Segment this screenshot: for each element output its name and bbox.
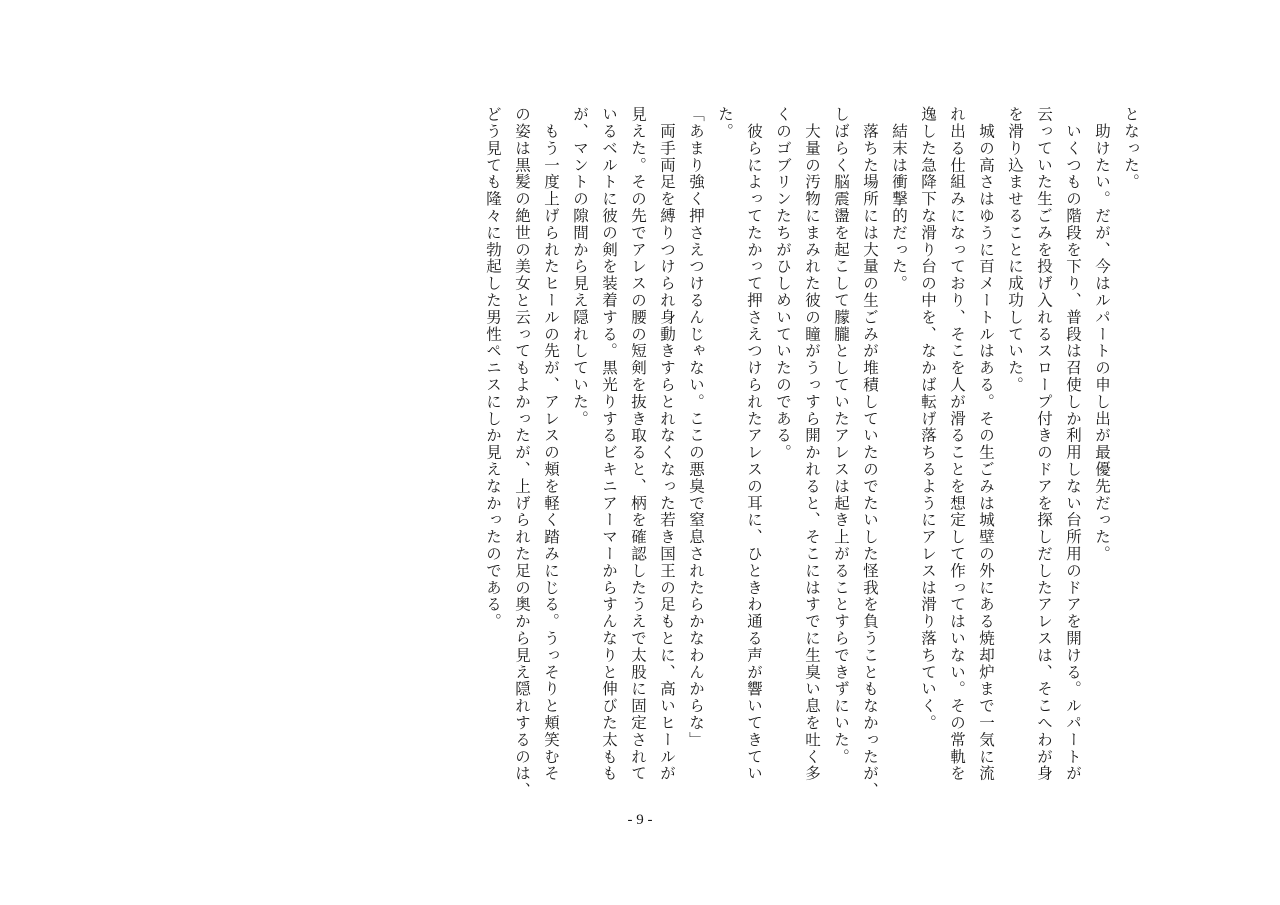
text-line: どう見ても隆々に勃起した男性ペニスにしか見えなかったのである。 [484, 106, 502, 630]
text-line: が、マントの隙間から見え隠れしていた。 [571, 106, 589, 428]
text-line: 落ちた場所には大量の生ごみが堆積していたのでたいした怪我を負うこともなかったが、 [861, 106, 879, 799]
text-line: となった。 [1122, 106, 1140, 191]
text-line: もう一度上げられたヒールの先が、アレスの頬を軽く踏みにじる。うっそりと頬笑むそ [542, 106, 560, 782]
text-line: れ出る仕組みになっており、そこを人が滑ることを想定して作ってはいない。その常軌を [948, 106, 966, 782]
text-line: 助けたい。だが、今はルパートの申し出が最優先だった。 [1093, 106, 1111, 563]
text-line: いるベルトに彼の剣を装着する。黒光りするビキニアーマーからすんなりと伸びた太もも [600, 106, 618, 782]
text-line: 逸した急降下な滑り台の中を、なかば転げ落ちるようにアレスは滑り落ちていく。 [919, 106, 937, 732]
text-line: いくつもの階段を下り、普段は召使しか利用しない台所用のドアを開ける。ルパートが [1064, 106, 1082, 782]
text-line: た。 [716, 106, 734, 140]
text-line: 云っていた生ごみを投げ入れるスロープ付きのドアを探しだしたアレスは、そこへわが身 [1035, 106, 1053, 782]
text-line: 彼らによってたかって押さえつけられたアレスの耳に、ひときわ通る声が響いてきてい [745, 106, 763, 782]
text-line: 城の高さはゆうに百メートルはある。その生ごみは城壁の外にある焼却炉まで一気に流 [977, 106, 995, 782]
text-line: くのゴブリンたちがひしめいていたのである。 [774, 106, 792, 461]
text-line: 結末は衝撃的だった。 [890, 106, 908, 292]
text-line: しばらく脳震盪を起こして朦朧としていたアレスは起き上がることすらできずにいた。 [832, 106, 850, 766]
vertical-text-body [455, 106, 1145, 826]
page-number: - 9 - [627, 812, 653, 828]
text-line: 大量の汚物にまみれた彼の瞳がうっすら開かれると、そこにはすでに生臭い息を吐く多 [803, 106, 821, 782]
text-line: 「あまり強く押さえつけるんじゃない。ここの悪臭で窒息されたらかなわんからな」 [687, 106, 705, 749]
text-line: 見えた。その先でアレスの腰の短剣を抜き取ると、柄を確認したうえで太股に固定されて [629, 106, 647, 782]
text-line: 両手両足を縛りつけられ身動きすらとれなくなった若き国王の足もとに、高いヒールが [658, 106, 676, 782]
text-line: を滑り込ませることに成功していた。 [1006, 106, 1024, 394]
text-line: の姿は黒髪の絶世の美女と云ってもよかったが、上げられた足の奥から見え隠れするのは、 [513, 106, 531, 799]
